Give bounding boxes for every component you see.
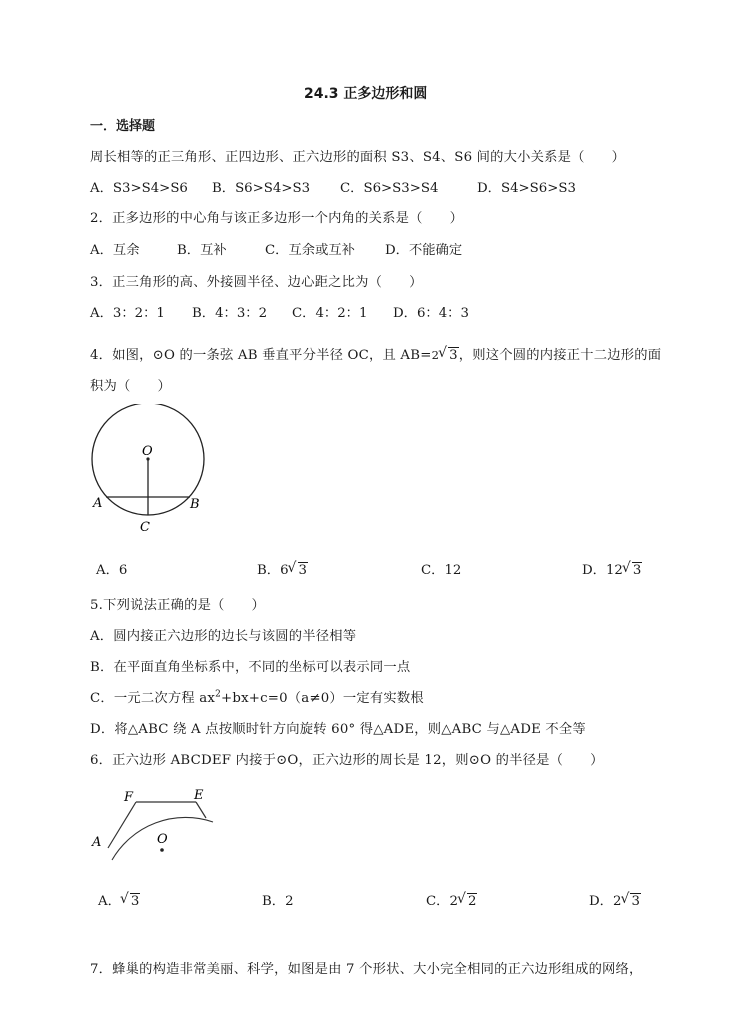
section-heading: 一．选择题 <box>90 119 156 134</box>
q3-option-b[interactable]: B．4：3：2 <box>192 306 268 321</box>
q4-option-c[interactable]: C．12 <box>421 563 462 578</box>
q5-option-d[interactable]: D．将△ABC 绕 A 点按顺时针方向旋转 60° 得△ADE，则△ABC 与△ADE 不全等 <box>90 722 586 737</box>
q1-option-b[interactable]: B．S6>S4>S3 <box>212 181 311 196</box>
label-f: F <box>124 790 134 805</box>
question-6-text: 6．正六边形 ABCDEF 内接于⊙O，正六边形的周长是 12，则⊙O 的半径是（ ） <box>90 753 604 768</box>
question-3-text: 3．正三角形的高、外接圆半径、边心距之比为（ ） <box>90 275 423 290</box>
q1-option-a[interactable]: A．S3>S4>S6 <box>90 181 188 196</box>
page-title: 24.3 正多边形和圆 <box>304 86 428 102</box>
q4-option-a[interactable]: A．6 <box>96 563 128 578</box>
center-point <box>160 848 164 852</box>
label-o: O <box>142 444 153 459</box>
hexagon-arc-figure <box>88 782 220 862</box>
question-5-text: 5.下列说法正确的是（ ） <box>90 598 266 613</box>
q3-option-a[interactable]: A．3：2：1 <box>90 306 165 321</box>
q4-ab-coef: 2 <box>431 348 440 362</box>
q1-option-d[interactable]: D．S4>S6>S3 <box>477 181 576 196</box>
q6-option-c[interactable]: C．2√ 2 <box>426 890 477 909</box>
label-b: B <box>190 497 200 512</box>
question-2-text: 2．正多边形的中心角与该正多边形一个内角的关系是（ ） <box>90 211 464 226</box>
q4-text-after: ，则这个圆的内接正十二边形的面 <box>458 348 662 363</box>
label-c: C <box>140 520 150 535</box>
q5-option-c[interactable]: C．一元二次方程 $ax^2+bx+c=0(a\ne 0)$一定有实数根 <box>90 689 424 706</box>
q1-option-c[interactable]: C．S6>S3>S4 <box>340 181 439 196</box>
q4-ab-radical <box>439 348 459 363</box>
q6-option-a[interactable]: A．√ 3 <box>98 890 140 909</box>
q4-option-d[interactable]: D．12√ 3 <box>582 559 642 578</box>
question-4-text <box>90 344 661 363</box>
q4-option-b[interactable]: B．6√ 3 <box>257 559 308 578</box>
q3-option-d[interactable]: D．6：4：3 <box>393 306 469 321</box>
q6-option-d[interactable]: D．2√ 3 <box>589 890 641 909</box>
q4-ab-radicand: 3 <box>449 348 458 363</box>
q2-option-b[interactable]: B．互补 <box>177 243 227 258</box>
label-e: E <box>194 788 204 803</box>
q5-option-a[interactable]: A．圆内接正六边形的边长与该圆的半径相等 <box>90 629 357 644</box>
q2-option-c[interactable]: C．互余或互补 <box>265 243 355 258</box>
side-af <box>108 802 136 848</box>
label-a: A <box>92 835 102 850</box>
q5-option-b[interactable]: B．在平面直角坐标系中，不同的坐标可以表示同一点 <box>90 660 411 675</box>
question-7-text: 7．蜂巢的构造非常美丽、科学，如图是由 7 个形状、大小完全相同的正六边形组成的网络， <box>90 962 643 977</box>
q3-option-c[interactable]: C．4：2：1 <box>292 306 368 321</box>
question-1-text: 周长相等的正三角形、正四边形、正六边形的面积 S3、S4、S6 间的大小关系是（ ） <box>90 150 626 165</box>
q2-option-a[interactable]: A．互余 <box>90 243 140 258</box>
side-e <box>196 802 206 818</box>
q6-option-b[interactable]: B．2 <box>262 894 294 909</box>
q4-text-before: 4．如图，⊙O 的一条弦 AB 垂直平分半径 OC，且 AB= <box>90 348 432 363</box>
question-4-text-line2: 积为（ ） <box>90 379 171 394</box>
label-o: O <box>157 832 168 847</box>
label-a: A <box>93 496 103 511</box>
circle-chord-figure <box>86 404 216 540</box>
q2-option-d[interactable]: D．不能确定 <box>385 243 463 258</box>
